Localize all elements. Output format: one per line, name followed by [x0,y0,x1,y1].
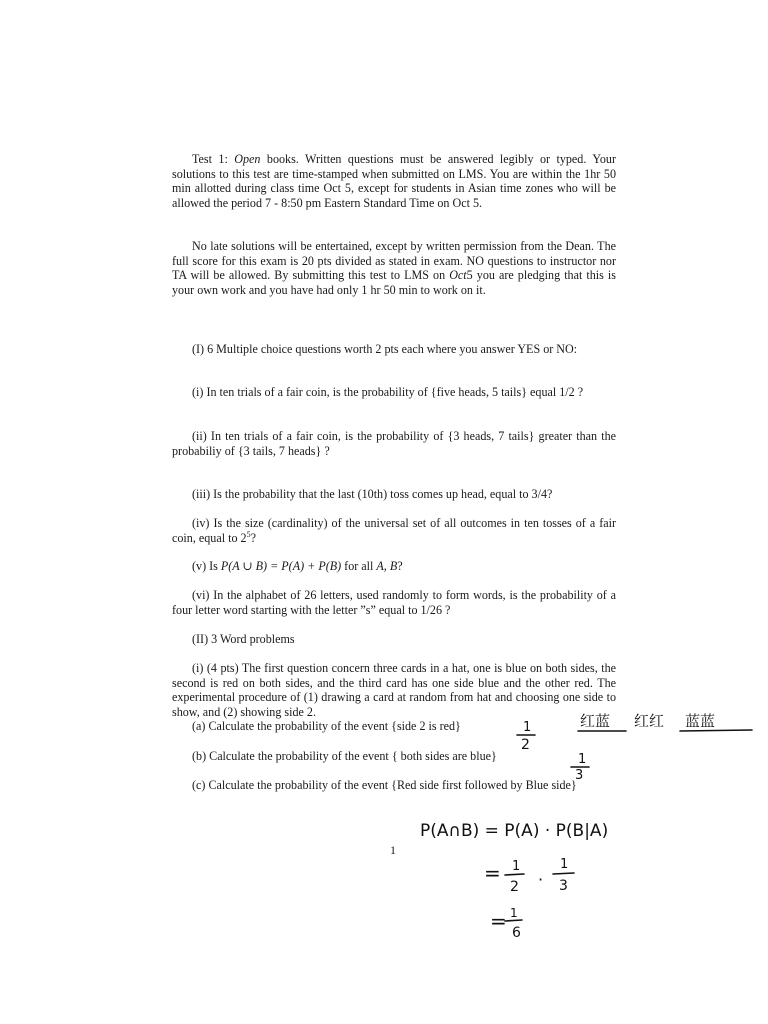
intro2-start: No late solutions will be entertained, except by written permission from the Dean. The full score for this exam is 20 pts divided as stated in exam. NO questions to instructor nor TA will be allowed. By submitting this test to LMS on [172,239,616,283]
step2-numerator-2: 1 [560,857,569,872]
annotation-red-red: 红红 [634,712,665,730]
question-c: (c) Calculate the probability of the event {Red side first followed by Blue side} [192,778,577,792]
question-ii: (ii) In ten trials of a fair coin, is the probability of {3 heads, 7 tails} greater than the probabiliy of {3 tails, 7 heads} ? [172,429,616,458]
step2-dot: · [538,870,544,889]
intro-paragraph-1 [172,152,616,210]
q5-vars: A, B [376,559,398,573]
question-vi: (vi) In the alphabet of 26 letters, used randomly to form words, is the probability of a four letter word starting with the letter ”s” equal to 1/26 ? [172,588,616,617]
step2-equals: = [484,861,501,885]
oct-word: Oct [449,268,467,283]
q4-end: ? [250,530,256,545]
word-problem-i: (i) (4 pts) The first question concern three cards in a hat, one is blue on both sides, the second is red on both sides, and the third card has one side blue and the other red. The experimental procedure of (1) drawing a card at random from hat and choosing one side to show, and (2) showing side 2. [172,661,616,719]
question-a: (a) Calculate the probability of the event {side 2 is red} [192,719,461,733]
answer-b-denominator: 3 [575,768,584,783]
question-i: (i) In ten trials of a fair coin, is the probability of {five heads, 5 tails} equal 1/2 ? [192,385,584,399]
intro-rest: books. Written questions must be answered legibly or typed. Your solutions to this test are time-stamped when submitted on LMS. You are within the 1hr 50 min allotted during class time Oct 5, except for students in Asian time zones who will be allowed the period 7 - 8:50 pm Eastern Standard Time on Oct 5. [172,152,616,210]
q4-text: (iv) Is the size (cardinality) of the universal set of all outcomes in ten tosses of a fair coin, equal to 2 [172,516,616,545]
question-iii: (iii) Is the probability that the last (10th) toss comes up head, equal to 3/4? [192,487,553,501]
step3-bar [505,920,522,921]
answer-a-numerator: 1 [523,720,532,735]
q5-start: (v) Is [192,559,221,573]
intro2-end: 5 you are pledging that this is your own work and you have had only 1 hr 50 min to work on it. [172,268,616,297]
step3-equals: = [490,909,507,933]
intro-lead: Test 1: [192,152,228,166]
question-iv [172,516,616,545]
step3-numerator: 1 [510,906,518,920]
annotation-blue-blue: 蓝蓝 [685,712,716,730]
step2-bar-1 [505,874,524,875]
q5-mid: for all [341,559,377,573]
page-number: 1 [390,843,396,857]
q5-end: ? [397,559,403,573]
step2-denominator-2: 3 [559,878,568,894]
step2-numerator-1: 1 [512,859,521,874]
question-v [172,559,616,574]
step2-bar-2 [553,873,574,874]
answer-a-denominator: 2 [521,737,530,753]
step3-denominator: 6 [512,925,521,941]
annotation-red-blue: 红蓝 [580,712,611,730]
step2-denominator-1: 2 [510,879,519,895]
underline-3 [680,730,752,731]
part2-heading: (II) 3 Word problems [192,632,295,646]
part1-heading: (I) 6 Multiple choice questions worth 2 pts each where you answer YES or NO: [192,342,578,356]
intro-paragraph-2 [172,239,616,297]
q5-formula: P(A ∪ B) = P(A) + P(B) [220,559,342,573]
handwritten-formula: P(A∩B) = P(A) · P(B|A) [420,821,609,841]
q4-exponent: 5 [246,529,251,539]
open-word: Open [234,152,261,166]
answer-b-numerator: 1 [578,752,587,767]
question-b: (b) Calculate the probability of the event { both sides are blue} [192,749,497,763]
